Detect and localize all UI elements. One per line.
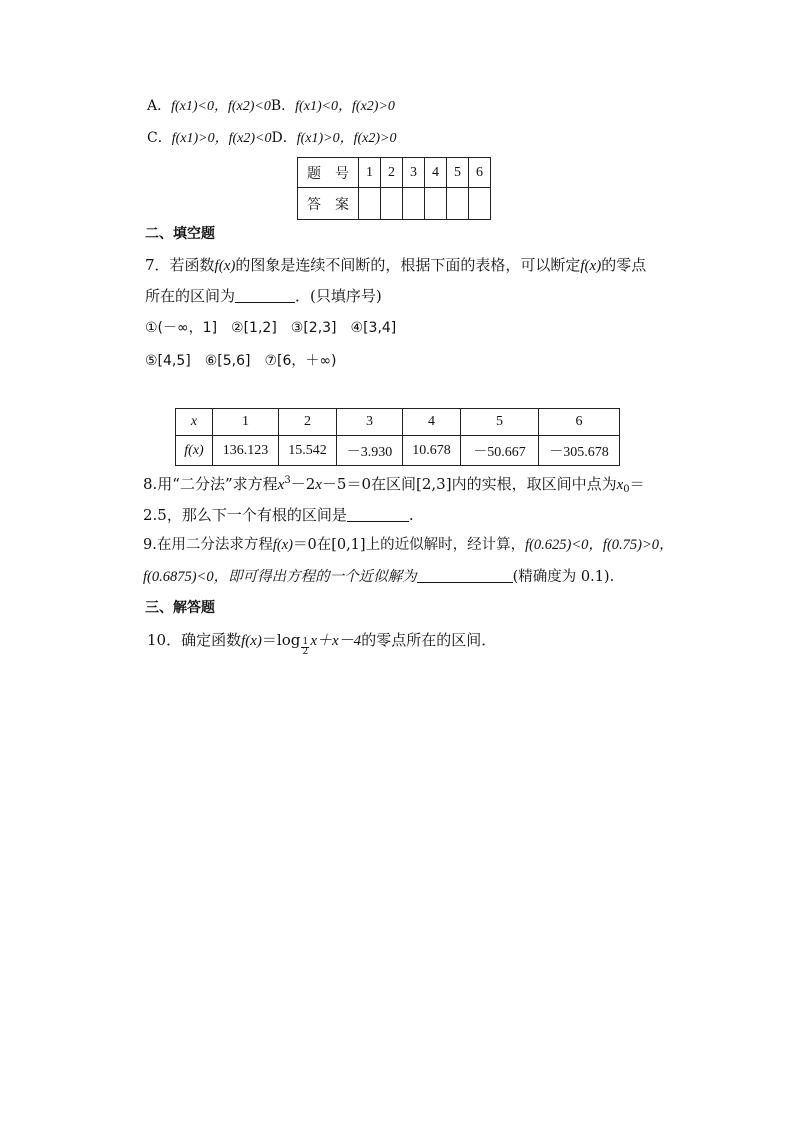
q8-eq-minus-2: －2 — [290, 475, 316, 493]
section-3-heading: 三、解答题 — [145, 600, 215, 616]
q9-text-c: f(0.6875)<0，即可得出方程的一个近似解为 — [143, 569, 417, 585]
q8-text-d: 2.5，那么下一个有根的区间是 — [143, 506, 347, 524]
value-table-fx-value: －3.930 — [337, 436, 403, 466]
q9-answer-blank[interactable] — [417, 568, 513, 583]
answer-table-number: 5 — [447, 158, 469, 188]
value-table-fx-label: f(x) — [176, 436, 213, 466]
option-d-text: f(x1)>0，f(x2)>0 — [296, 131, 397, 146]
q8-text-b: 在区间[2,3]内的实根，取区间中点为 — [371, 475, 617, 493]
q8-eq-exponent: 3 — [284, 475, 291, 486]
q10-fx: f(x) — [241, 633, 262, 649]
q7-answer-blank[interactable] — [235, 288, 295, 303]
answer-table-number: 2 — [381, 158, 403, 188]
value-table-fx-value: －50.667 — [461, 436, 539, 466]
value-table — [175, 408, 620, 466]
value-table-x-value: 6 — [539, 409, 620, 436]
q7-text-c: 的零点 — [601, 256, 647, 274]
value-table-fx-value: 136.123 — [213, 436, 279, 466]
option-a-text: f(x1)<0，f(x2)<0 — [171, 99, 271, 114]
value-table-x-value: 5 — [461, 409, 539, 436]
q7-fx-2: f(x) — [580, 258, 602, 274]
q8-eq-x-2: x — [315, 477, 322, 493]
q7-text-e: ．(只填序号) — [295, 287, 382, 305]
q7-line-1 — [145, 255, 646, 276]
value-table-x-value: 2 — [279, 409, 337, 436]
q6-option-row-1 — [147, 96, 395, 117]
q9-text-a: 9.在用二分法求方程 — [143, 537, 273, 553]
answer-cell[interactable] — [447, 188, 469, 220]
value-table-x-label: x — [176, 409, 213, 436]
value-table-x-value: 3 — [337, 409, 403, 436]
value-table-fx-value: －305.678 — [539, 436, 620, 466]
q10-log-base-denominator: 2 — [302, 647, 309, 657]
q8-x0: x — [616, 477, 624, 493]
q8-text-a: 8.用“二分法”求方程 — [143, 475, 278, 493]
answer-cell[interactable] — [359, 188, 381, 220]
q9-values: f(0.625)<0，f(0.75)>0， — [525, 537, 674, 553]
q8-x0-sub: 0 — [623, 484, 630, 495]
q9-line-2 — [143, 567, 614, 587]
q9-text-b: ＝0在[0,1]上的近似解时，经计算， — [292, 537, 526, 553]
q10-eq: ＝log — [261, 631, 301, 649]
q9-text-d: (精确度为 0.1). — [512, 569, 615, 585]
answer-table-number: 4 — [425, 158, 447, 188]
q7-options-row-1: ①(－∞，1] ②[1,2] ③[2,3] ④[3,4] — [145, 320, 397, 336]
answer-table-label-answer: 答 案 — [298, 188, 359, 220]
q8-text-e: . — [408, 506, 414, 524]
q9-line-1 — [143, 535, 674, 555]
q7-fx: f(x) — [214, 258, 236, 274]
answer-table-number: 6 — [469, 158, 491, 188]
q10-log-base — [300, 637, 310, 657]
value-table-x-value: 1 — [213, 409, 279, 436]
q7-options-row-2: ⑤[4,5] ⑥[5,6] ⑦[6，＋∞) — [145, 353, 337, 369]
q8-text-c: ＝ — [629, 475, 645, 493]
option-c-text: f(x1)>0，f(x2)<0 — [171, 131, 272, 146]
answer-cell[interactable] — [381, 188, 403, 220]
q6-option-row-2 — [147, 128, 396, 149]
q10-expression: x＋x－4 — [310, 633, 362, 649]
option-d-prefix: D． — [271, 130, 297, 146]
q8-line-2 — [143, 505, 414, 525]
q7-text-a: 7．若函数 — [145, 256, 215, 274]
option-b-prefix: B． — [270, 98, 296, 114]
q8-eq-rest: －5＝0 — [321, 475, 372, 493]
answer-table — [297, 157, 491, 220]
q8-answer-blank[interactable] — [347, 507, 409, 522]
answer-cell[interactable] — [425, 188, 447, 220]
option-b-text: f(x1)<0，f(x2)>0 — [295, 99, 395, 114]
answer-table-label-number: 题 号 — [298, 158, 359, 188]
q9-fx: f(x) — [272, 537, 293, 553]
option-a-prefix: A． — [147, 98, 172, 114]
section-2-heading: 二、填空题 — [145, 226, 215, 242]
q7-text-d: 所在的区间为 — [145, 287, 236, 305]
answer-table-number: 3 — [403, 158, 425, 188]
answer-cell[interactable] — [469, 188, 491, 220]
q10-text-b: 的零点所在的区间． — [361, 631, 497, 649]
q8-eq-x: x — [277, 477, 285, 493]
q8-line-1 — [143, 471, 645, 500]
answer-cell[interactable] — [403, 188, 425, 220]
value-table-x-value: 4 — [403, 409, 461, 436]
answer-table-number: 1 — [359, 158, 381, 188]
option-c-prefix: C． — [147, 130, 172, 146]
q10-text-a: 10．确定函数 — [147, 631, 242, 649]
q10-line — [147, 630, 497, 657]
q10-log-base-numerator: 1 — [302, 637, 309, 647]
q7-text-b: 的图象是连续不间断的，根据下面的表格，可以断定 — [235, 256, 581, 274]
value-table-fx-value: 15.542 — [279, 436, 337, 466]
q7-line-2 — [145, 286, 382, 306]
value-table-fx-value: 10.678 — [403, 436, 461, 466]
